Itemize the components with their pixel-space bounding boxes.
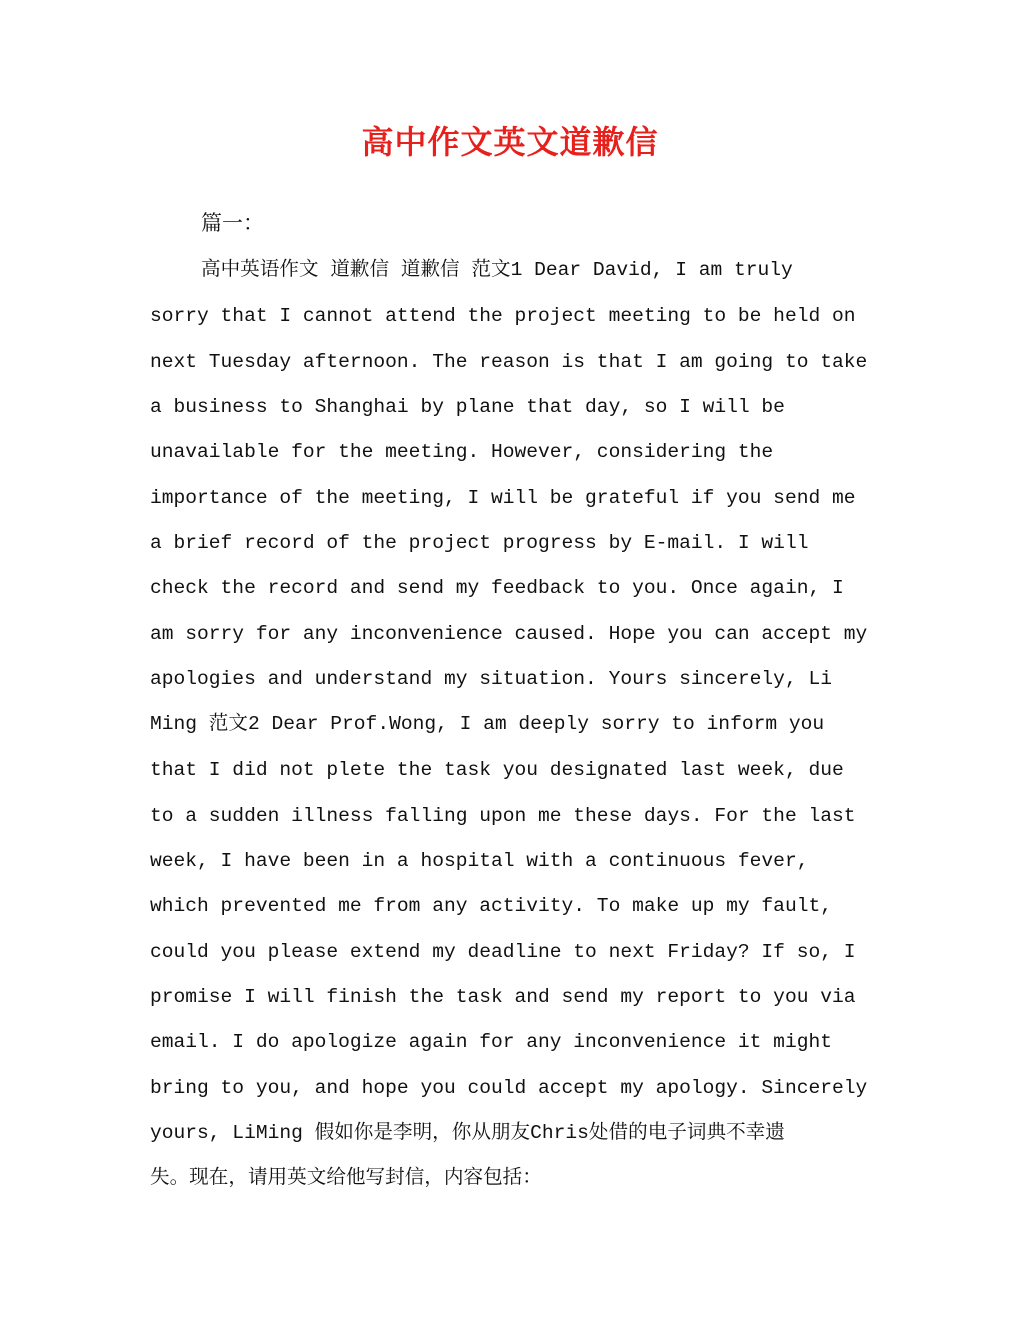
body-line: to a sudden illness falling upon me these days. For the last xyxy=(150,805,856,827)
section-label: 篇一： xyxy=(201,211,264,235)
body-line: that I did not plete the task you designated last week, due xyxy=(150,759,844,781)
body-line: am sorry for any inconvenience caused. Hope you can accept my xyxy=(150,623,868,645)
document-title: 高中作文英文道歉信 xyxy=(361,123,659,161)
body-line: importance of the meeting, I will be grateful if you send me xyxy=(150,487,856,509)
body-line: could you please extend my deadline to next Friday? If so, I xyxy=(150,941,856,963)
body-line: apologies and understand my situation. Yours sincerely, Li xyxy=(150,668,832,690)
body-line: sorry that I cannot attend the project meeting to be held on xyxy=(150,305,856,327)
body-line: 高中英语作文 道歉信 道歉信 范文1 Dear David, I am truly xyxy=(201,259,793,281)
body-line: next Tuesday afternoon. The reason is that I am going to take xyxy=(150,351,868,373)
body-line: bring to you, and hope you could accept my apology. Sincerely xyxy=(150,1077,868,1099)
body-line: email. I do apologize again for any inconvenience it might xyxy=(150,1031,832,1053)
body-line: week, I have been in a hospital with a continuous fever, xyxy=(150,850,809,872)
body-line: 失。现在，请用英文给他写封信，内容包括： xyxy=(150,1167,542,1189)
body-line: Ming 范文2 Dear Prof.Wong, I am deeply sorry to inform you xyxy=(150,713,825,735)
body-line: a brief record of the project progress by E-mail. I will xyxy=(150,532,809,554)
body-line: which prevented me from any activity. To make up my fault, xyxy=(150,895,832,917)
body-line: check the record and send my feedback to you. Once again, I xyxy=(150,577,844,599)
body-line: a business to Shanghai by plane that day, so I will be xyxy=(150,396,785,418)
body-line: unavailable for the meeting. However, considering the xyxy=(150,441,774,463)
body-line: promise I will finish the task and send my report to you via xyxy=(150,986,856,1008)
body-line: yours, LiMing 假如你是李明，你从朋友Chris处借的电子词典不幸遗 xyxy=(150,1122,785,1144)
